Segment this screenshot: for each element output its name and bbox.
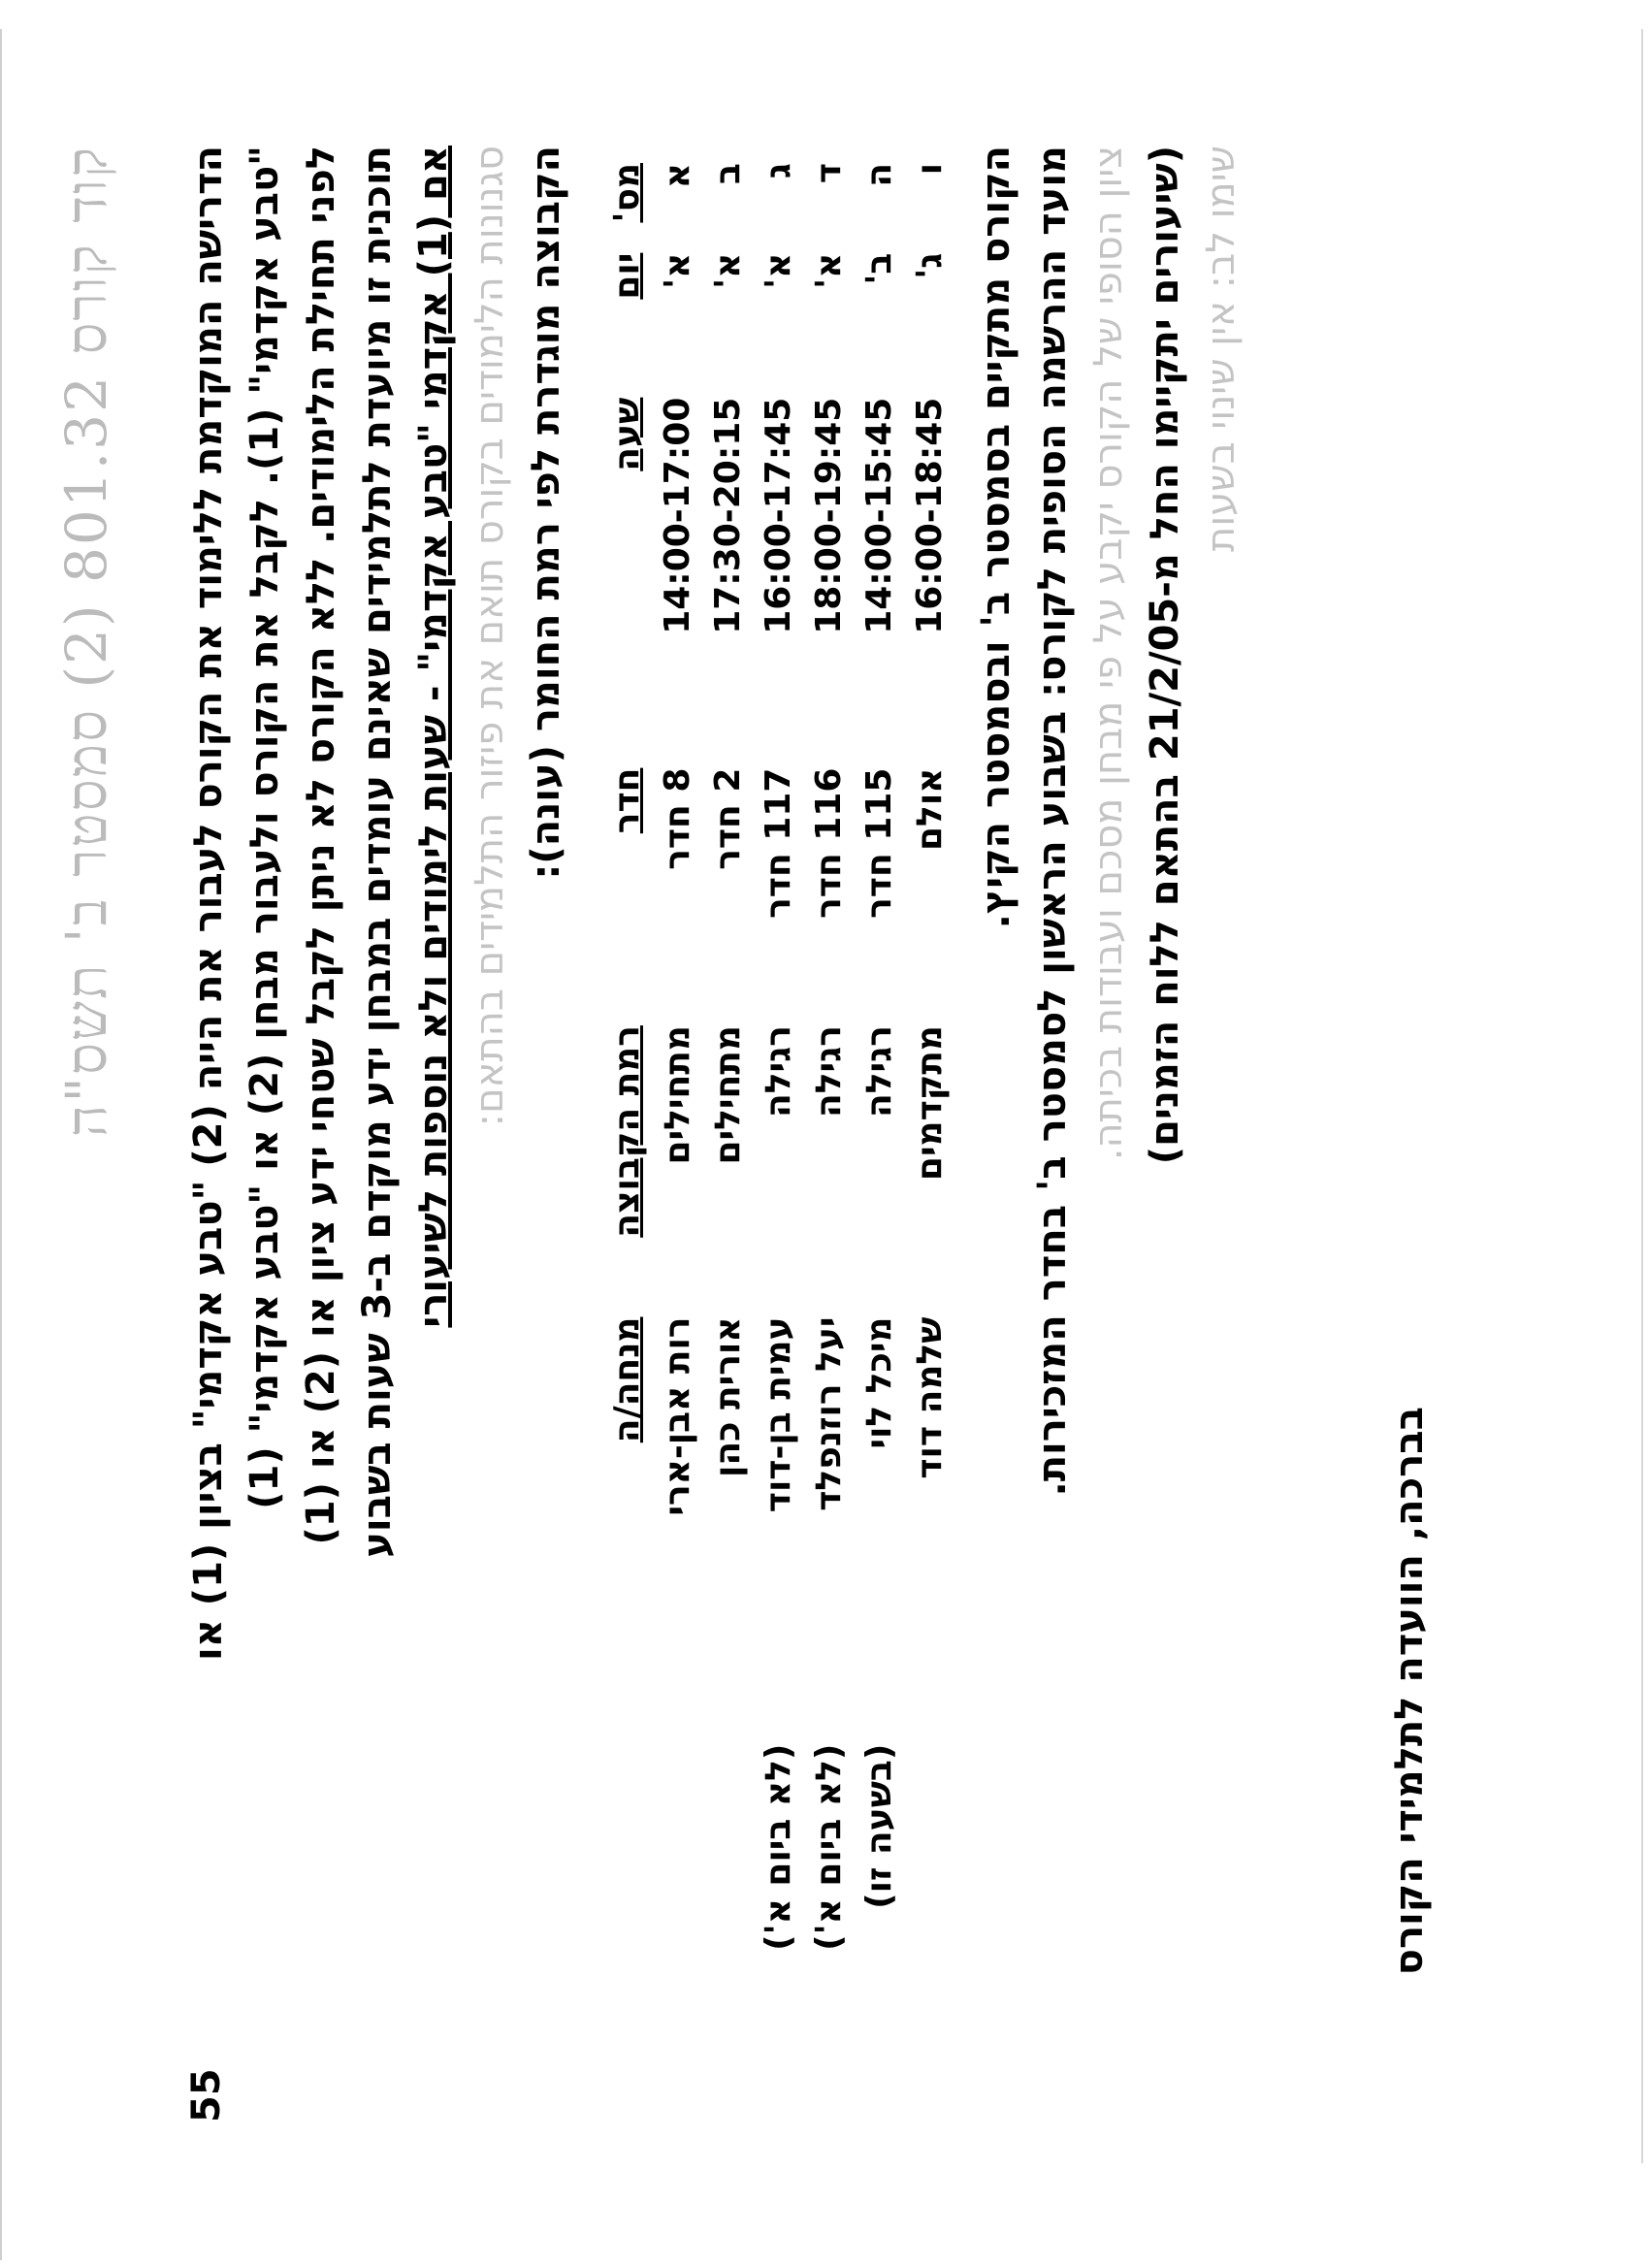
cell-note xyxy=(904,1727,954,2086)
cell-num: א xyxy=(657,163,697,189)
header-num: מס' xyxy=(606,163,647,223)
table-header-row xyxy=(601,146,652,2086)
cell-time: 14:00-17:00 xyxy=(657,397,697,634)
cell-note: (בשעה זו) xyxy=(858,1743,899,1909)
cell-level: מתקדמים xyxy=(909,1025,950,1182)
cell-level: מתחילים xyxy=(657,1025,697,1165)
schedule-table xyxy=(601,146,954,2086)
cell-teacher: מיכל לוי xyxy=(858,1316,899,1449)
cell-teacher: עמית בן-דוד xyxy=(758,1316,798,1513)
after-text-4: (שיעורים יתקיימו החל מ-21/2/05 בהתאם ללוח הזמנים) xyxy=(1143,146,1187,1165)
cell-room: 2 חדר xyxy=(707,767,748,870)
header-teacher: מנחה/ה xyxy=(606,1316,647,1443)
header-note xyxy=(601,1727,652,2086)
table-row xyxy=(803,146,854,2086)
cell-num: ד xyxy=(808,163,849,184)
cell-num: ה xyxy=(858,163,899,187)
page-number: 55 xyxy=(184,2068,229,2122)
cell-day: א' xyxy=(758,252,798,289)
table-row xyxy=(702,146,753,2086)
cell-time: 16:00-18:45 xyxy=(909,397,950,634)
header-time: שעה xyxy=(606,397,647,471)
cell-teacher: שלמה דוד xyxy=(909,1316,950,1479)
cell-teacher: יעל רוזנפלד xyxy=(808,1316,849,1511)
cell-room: 117 חדר xyxy=(758,767,798,919)
header-level: רמת הקבוצה xyxy=(606,1025,647,1238)
cell-level: רגילה xyxy=(758,1025,798,1118)
cell-note xyxy=(702,1727,753,2086)
cell-time: 16:00-17:45 xyxy=(758,397,798,634)
paragraph-line-2: "טבע אקדמי" (1). לקבל את הקורס ולעבור מבחן (2) או "טבע אקדמי" (1) xyxy=(242,146,287,1509)
cell-day: ג' xyxy=(909,252,950,279)
cell-room: 116 חדר xyxy=(808,767,849,919)
signature-line: בברכה, הוועדה לתלמידי הקורס xyxy=(1387,1407,1432,1976)
cell-teacher: רות אבן-ארי xyxy=(657,1316,697,1516)
table-row xyxy=(652,146,702,2086)
paragraph-line-7: הקבוצה מוגדרת לפי רמת החומר (עונה): xyxy=(524,146,568,880)
cell-day: א' xyxy=(808,252,849,289)
page-heading: קוד קורס 801.32 (2) סמסטר ב' תשס"ה xyxy=(53,146,119,1138)
table-row xyxy=(753,146,803,2086)
cell-day: ב' xyxy=(858,252,899,285)
cell-room: 8 חדר xyxy=(657,767,697,870)
cell-time: 14:00-15:45 xyxy=(858,397,899,634)
after-text-5: שימו לב: אין שינוי בשעות xyxy=(1199,146,1244,552)
cell-time: 17:30-20:15 xyxy=(707,397,748,634)
paragraph-line-6: סגנונות הלימודים בקורס תואם את פיזור התלמידים בהתאם: xyxy=(468,146,512,1127)
cell-time: 18:00-19:45 xyxy=(808,397,849,634)
cell-room: אולם xyxy=(909,767,950,852)
paragraph-line-5: אם (1) אקדמי "טבע אקדמי" - שעות לימודים ולא נוספות לשיעורי xyxy=(411,146,456,1328)
scan-edge-top xyxy=(0,29,2,2260)
header-day: יום xyxy=(606,252,647,300)
cell-note: (לא ביום א') xyxy=(808,1743,849,1951)
after-text-2: מועד ההרשמה הסופית לקורס: בשבוע הראשון לסמסטר ב' בחדר המזכירות. xyxy=(1030,146,1075,1497)
cell-teacher: אורית כהן xyxy=(707,1316,748,1477)
cell-level: מתחילים xyxy=(707,1025,748,1165)
after-text-3: ציון הסופי של הקורס יקבע על פי מבחן מסכם ועבודות בכיתה. xyxy=(1086,146,1131,1161)
cell-note: (לא ביום א') xyxy=(758,1743,798,1951)
cell-num: ב xyxy=(707,163,748,184)
cell-num: ו xyxy=(909,163,950,176)
cell-room: 115 חדר xyxy=(858,767,899,919)
cell-note xyxy=(652,1727,702,2086)
cell-day: א' xyxy=(707,252,748,289)
cell-day: א' xyxy=(657,252,697,289)
paragraph-line-4: תוכנית זו מיועדת לתלמידים שאינם עומדים במבחן ידע מוקדם ב-3 שעות בשבוע xyxy=(355,146,400,1558)
paragraph-line-3: לפני תחילת הלימודים. ללא הקורס לא ניתן לקבל שטחי ידע ציון או (2) או (1) xyxy=(299,146,343,1545)
paragraph-line-1: הדרישה המוקדמת ללימוד את הקורס לעבור את הייה (2) "טבע אקדמי" בציון (1) או xyxy=(186,146,231,1661)
table-row xyxy=(854,146,904,2086)
after-text-1: הקורס מתקיים בסמסטר ב' ובסמסטר הקיץ. xyxy=(974,146,1018,929)
header-room: חדר xyxy=(606,767,647,834)
table-row xyxy=(904,146,954,2086)
cell-num: ג xyxy=(758,163,798,179)
scan-edge-bottom xyxy=(1641,29,1643,2163)
cell-level: רגילה xyxy=(858,1025,899,1118)
cell-level: רגילה xyxy=(808,1025,849,1118)
